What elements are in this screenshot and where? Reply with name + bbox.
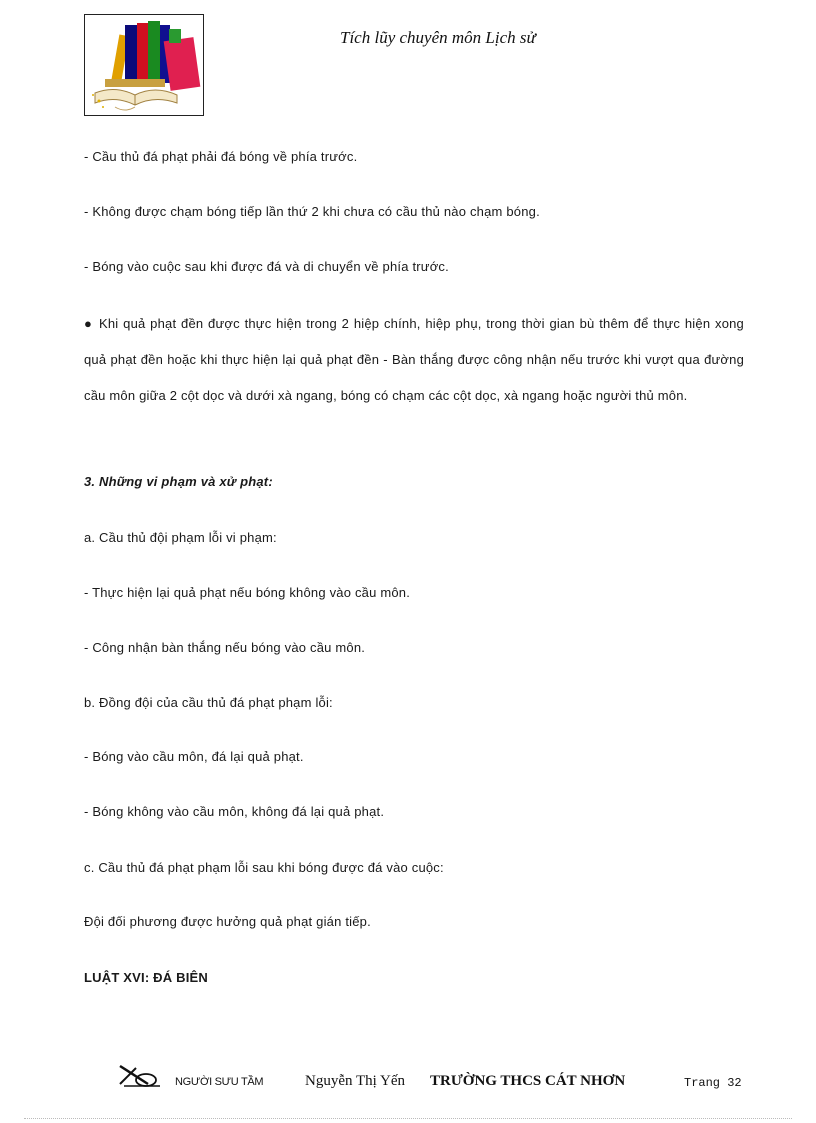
bullet-icon: ● bbox=[84, 316, 93, 331]
item-b2: - Bóng không vào cầu môn, không đá lại quả phạt. bbox=[84, 804, 385, 819]
bullet-paragraph bbox=[84, 306, 744, 414]
section-heading: 3. Những vi phạm và xử phạt: bbox=[84, 474, 273, 489]
item-a1: - Thực hiện lại quả phạt nếu bóng không vào cầu môn. bbox=[84, 585, 411, 600]
author-name: Nguyễn Thị Yến bbox=[305, 1073, 405, 1089]
rule-line-1: - Cầu thủ đá phạt phải đá bóng về phía trước. bbox=[84, 149, 358, 164]
books-icon bbox=[85, 15, 203, 115]
item-b1: - Bóng vào cầu môn, đá lại quả phạt. bbox=[84, 749, 304, 764]
footer-divider bbox=[24, 1118, 792, 1119]
bullet-paragraph-text: Khi quả phạt đền được thực hiện trong 2 hiệp chính, hiệp phụ, trong thời gian bù thêm để thực hiện xong quả phạt đền hoặc khi thực hiện lại quả phạt đền - Bàn thắng được công nhận nếu trước khi vượt qua đường cầu môn giữa 2 cột dọc và dưới xà ngang, bóng có chạm các cột dọc, xà ngang hoặc người thủ môn. bbox=[84, 316, 744, 403]
school-name: TRƯỜNG THCS CÁT NHƠN bbox=[430, 1073, 626, 1089]
subheading-b: b. Đồng đội của cầu thủ đá phạt phạm lỗi: bbox=[84, 695, 333, 710]
rule-line-3: - Bóng vào cuộc sau khi được đá và di chuyển về phía trước. bbox=[84, 259, 449, 274]
books-logo bbox=[84, 14, 204, 116]
law-heading: LUẬT XVI: ĐÁ BIÊN bbox=[84, 970, 209, 985]
item-a2: - Công nhận bàn thắng nếu bóng vào cầu môn. bbox=[84, 640, 366, 655]
signature-pen-icon bbox=[118, 1060, 162, 1088]
header-title: Tích lũy chuyên môn Lịch sử bbox=[340, 28, 536, 47]
rule-line-2: - Không được chạm bóng tiếp lần thứ 2 khi chưa có cầu thủ nào chạm bóng. bbox=[84, 204, 540, 219]
page-number: Trang 32 bbox=[684, 1076, 742, 1090]
subheading-c: c. Cầu thủ đá phạt phạm lỗi sau khi bóng được đá vào cuộc: bbox=[84, 860, 444, 875]
subheading-a: a. Cầu thủ đội phạm lỗi vi phạm: bbox=[84, 530, 277, 545]
page-footer bbox=[0, 1066, 816, 1096]
item-c1: Đội đối phương được hưởng quả phạt gián tiếp. bbox=[84, 914, 371, 929]
collector-label: NGƯỜI SƯU TẦM bbox=[175, 1076, 264, 1088]
